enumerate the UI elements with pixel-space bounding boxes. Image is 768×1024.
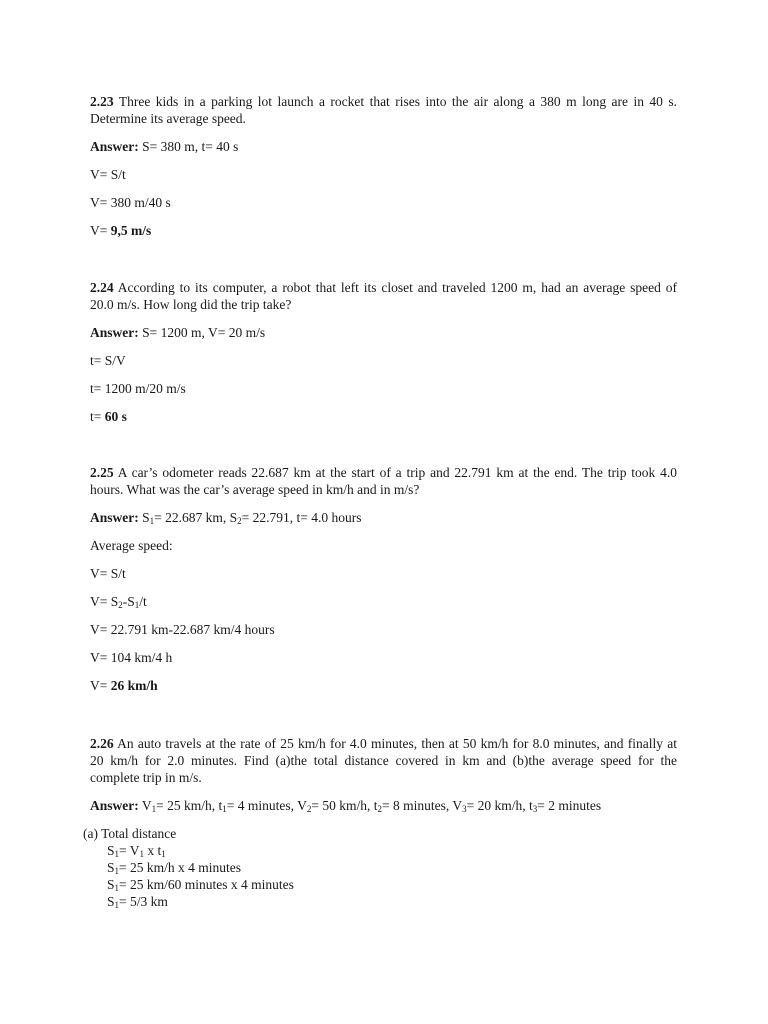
step-line: V= 104 km/4 h bbox=[90, 650, 173, 665]
calc-line: $S_1= V_1$ x $t_1$ bbox=[107, 843, 166, 859]
final-answer: V= 26 km/h bbox=[90, 678, 158, 693]
question-line: Determine its average speed. bbox=[90, 111, 246, 126]
step-line: V= S/t bbox=[90, 566, 126, 581]
answer-line: Answer: S= 380 m, t= 40 s bbox=[90, 139, 239, 154]
step-line: t= 1200 m/20 m/s bbox=[90, 381, 186, 396]
question-line: 2.25 A car’s odometer reads 22.687 km at the start of a trip and 22.791 km at the end. The trip took 4.0 bbox=[90, 465, 677, 480]
avg-speed-label: Average speed: bbox=[90, 538, 173, 553]
question-line: 2.24 According to its computer, a robot that left its closet and traveled 1200 m, had an average speed of bbox=[90, 280, 677, 295]
question-line: complete trip in m/s. bbox=[90, 770, 202, 785]
step-line: V= 380 m/40 s bbox=[90, 195, 171, 210]
calc-line: $S_1= 5/3$ km bbox=[107, 894, 168, 910]
part-a-label: (a) Total distance bbox=[83, 826, 177, 841]
answer-line: Answer: $V_1= 25$ km/h, $t_1= 4$ minutes, $V_2= 50$ km/h, $t_2= 8$ minutes, $V_3= 20$ km/h, $t_3= 2$ minutes bbox=[90, 798, 602, 814]
question-line: 20 km/h for 2.0 minutes. Find (a)the total distance covered in km and (b)the average speed for the bbox=[90, 753, 677, 768]
final-answer: t= 60 s bbox=[90, 409, 127, 424]
calc-line: $S_1= 25$ km/h x 4 minutes bbox=[107, 860, 242, 876]
final-answer: V= 9,5 m/s bbox=[90, 223, 152, 238]
step-line: $V= S_2-S_1/t$ bbox=[90, 594, 147, 610]
question-line: 2.23 Three kids in a parking lot launch a rocket that rises into the air along a 380 m long are in 40 s. bbox=[90, 94, 677, 109]
step-line: V= 22.791 km-22.687 km/4 hours bbox=[90, 622, 275, 637]
answer-line: Answer: S= 1200 m, V= 20 m/s bbox=[90, 325, 266, 340]
question-line: hours. What was the car’s average speed in km/h and in m/s? bbox=[90, 482, 420, 497]
step-line: V= S/t bbox=[90, 167, 126, 182]
step-line: t= S/V bbox=[90, 353, 126, 368]
calc-line: $S_1= 25$ km/60 minutes x 4 minutes bbox=[107, 877, 294, 893]
question-line: 2.26 An auto travels at the rate of 25 km/h for 4.0 minutes, then at 50 km/h for 8.0 minutes, and finally at bbox=[90, 736, 677, 751]
question-line: 20.0 m/s. How long did the trip take? bbox=[90, 297, 292, 312]
answer-line: Answer: $S_1= 22.687$ km, $S_2= 22.791$, t= 4.0 hours bbox=[90, 510, 362, 526]
